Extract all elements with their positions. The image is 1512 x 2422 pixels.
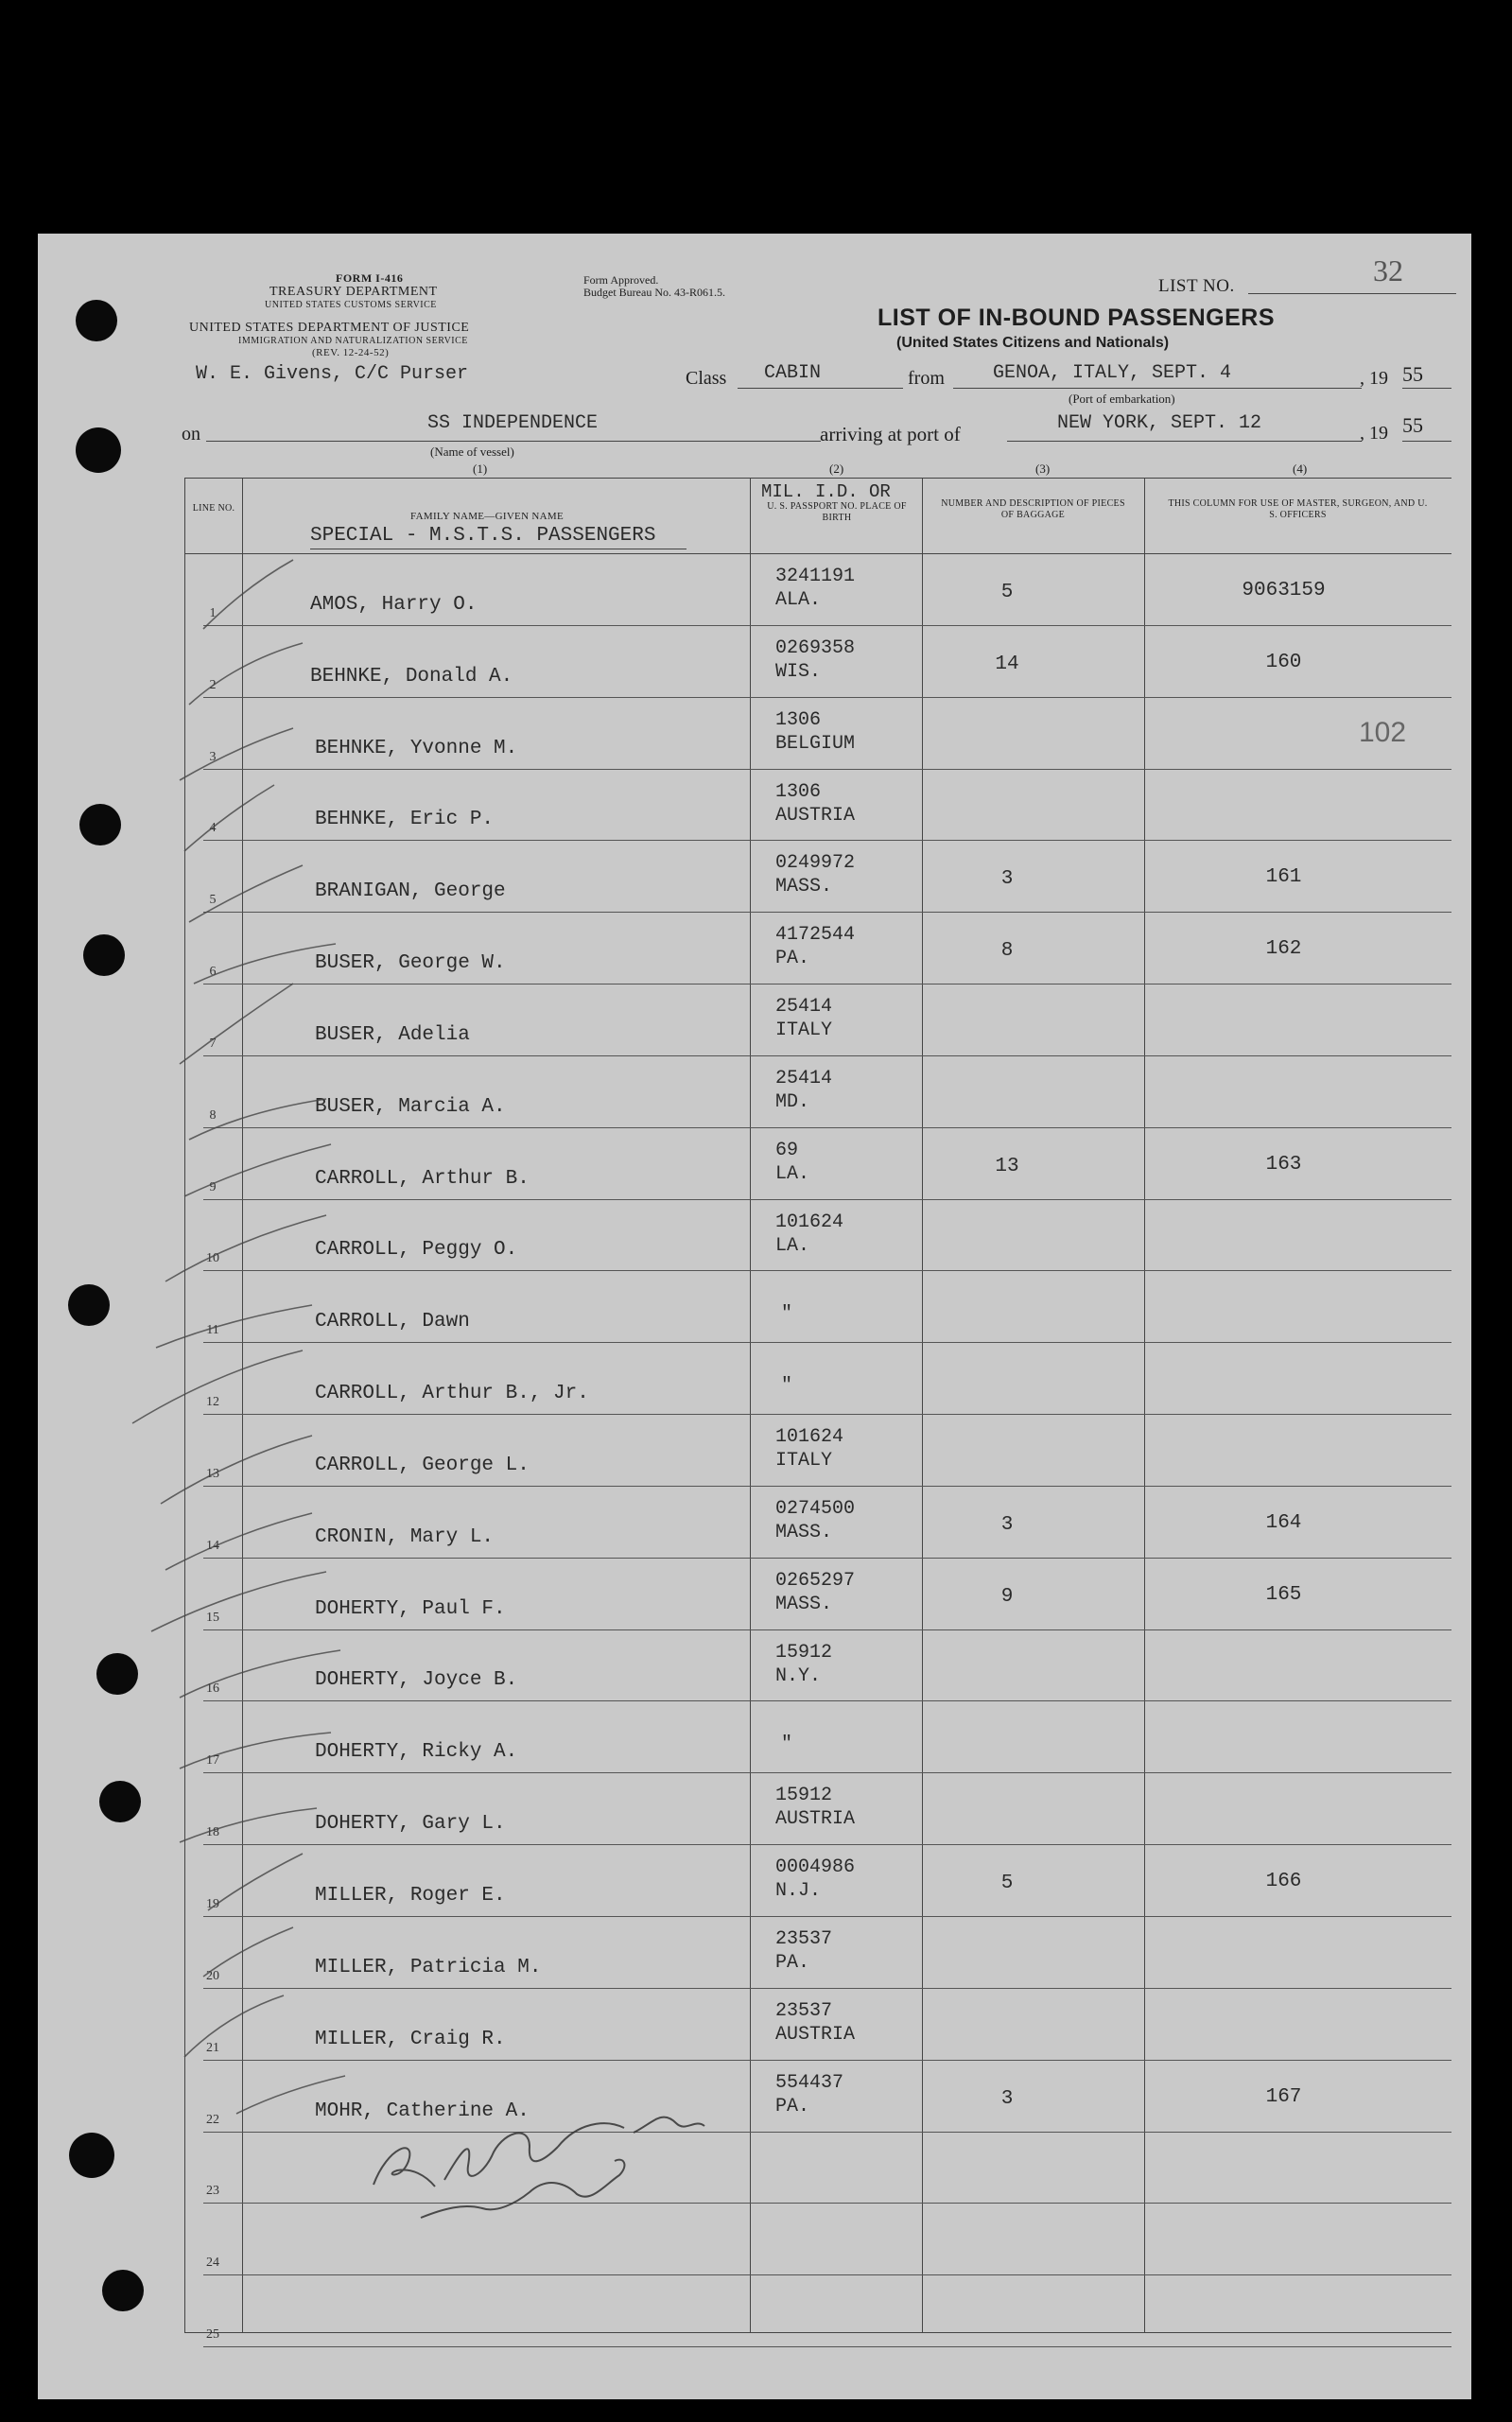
place-of-birth: N.J.	[775, 1880, 822, 1903]
line-number: 8	[209, 1107, 217, 1123]
passport-number: 0004986	[775, 1856, 856, 1879]
passport-number: 1306	[775, 780, 822, 803]
row-divider	[203, 1486, 1451, 1487]
port-embarkation-caption: (Port of embarkation)	[1069, 392, 1175, 406]
binder-hole	[79, 804, 121, 845]
column-index: (4)	[1293, 462, 1308, 476]
annotation-number: 102	[1359, 717, 1407, 748]
embarkation-port: GENOA, ITALY, SEPT. 4	[993, 362, 1232, 384]
row-divider	[203, 1772, 1451, 1773]
binder-hole	[102, 2270, 144, 2311]
line-number: 2	[209, 677, 217, 692]
row-divider	[203, 1629, 1451, 1630]
passport-number: 15912	[775, 1785, 833, 1807]
revision-date: (REV. 12-24-52)	[312, 347, 390, 358]
line-number: 20	[206, 1968, 219, 1983]
baggage-count: 3	[1000, 1513, 1014, 1536]
arriving-label: arriving at port of	[820, 423, 961, 445]
passport-column-header: U. S. PASSPORT NO. PLACE OF BIRTH	[767, 501, 907, 523]
customs-service: UNITED STATES CUSTOMS SERVICE	[265, 300, 437, 310]
passenger-name: CARROLL, George L.	[315, 1454, 530, 1476]
passenger-name: CRONIN, Mary L.	[315, 1525, 495, 1548]
department-of-justice: UNITED STATES DEPARTMENT OF JUSTICE	[189, 321, 470, 335]
line-number: 23	[206, 2184, 219, 2199]
baggage-count: 5	[1000, 1873, 1014, 1895]
line-number: 13	[206, 1466, 219, 1481]
place-of-birth: AUSTRIA	[775, 804, 856, 827]
baggage-count: 13	[995, 1155, 1019, 1177]
officer-entry: 9063159	[1242, 580, 1326, 601]
baggage-count: 3	[1000, 868, 1014, 891]
passenger-name: CARROLL, Dawn	[315, 1311, 470, 1333]
passenger-name: CARROLL, Arthur B., Jr.	[315, 1383, 589, 1405]
year-prefix: , 19	[1360, 423, 1388, 444]
list-no-label: LIST NO.	[1158, 276, 1235, 296]
year-prefix: , 19	[1360, 368, 1388, 389]
row-divider	[203, 1270, 1451, 1271]
passport-ditto: "	[781, 1375, 793, 1398]
passport-number: 3241191	[775, 566, 856, 587]
line-number: 6	[209, 965, 217, 979]
binder-hole	[96, 1653, 138, 1695]
binder-hole	[68, 1284, 110, 1326]
passport-number: 0265297	[775, 1569, 856, 1592]
page-title: LIST OF IN-BOUND PASSENGERS	[878, 305, 1276, 331]
passenger-name: MILLER, Roger E.	[315, 1885, 506, 1907]
purser-name: W. E. Givens, C/C Purser	[196, 363, 469, 385]
year-value: 55	[1402, 362, 1423, 386]
line-number: 22	[206, 2112, 219, 2127]
form-approved: Form Approved.	[583, 273, 659, 287]
budget-bureau: Budget Bureau No. 43-R061.5.	[583, 286, 725, 299]
line-number: 14	[206, 1538, 219, 1553]
manifest-page	[38, 234, 1471, 2399]
passport-number: 23537	[775, 1999, 833, 2022]
baggage-count: 8	[1000, 940, 1014, 963]
place-of-birth: PA.	[775, 1952, 810, 1974]
column-index: (1)	[473, 462, 488, 476]
place-of-birth: ITALY	[775, 1450, 833, 1472]
line-no-header: LINE NO.	[192, 503, 235, 514]
line-number: 21	[206, 2040, 219, 2055]
officer-entry: 166	[1265, 1871, 1302, 1893]
from-label: from	[908, 368, 945, 389]
place-of-birth: AUSTRIA	[775, 1808, 856, 1831]
treasury-department: TREASURY DEPARTMENT	[269, 285, 438, 299]
passport-number: 0249972	[775, 852, 856, 875]
form-number: FORM I-416	[336, 271, 404, 285]
passenger-name: BEHNKE, Donald A.	[310, 665, 513, 688]
officer-entry: 163	[1265, 1153, 1302, 1176]
place-of-birth: PA.	[775, 2095, 810, 2117]
page-subtitle: (United States Citizens and Nationals)	[896, 335, 1170, 351]
passenger-name: DOHERTY, Gary L.	[315, 1813, 506, 1836]
line-number: 1	[209, 605, 217, 620]
row-divider	[203, 1199, 1451, 1200]
row-divider	[203, 1342, 1451, 1343]
row-divider	[203, 1414, 1451, 1415]
passport-number: 4172544	[775, 924, 856, 947]
section-heading: SPECIAL - M.S.T.S. PASSENGERS	[310, 525, 656, 547]
baggage-count: 3	[1000, 2087, 1014, 2110]
line-number: 16	[206, 1681, 219, 1697]
officer-entry: 167	[1265, 2085, 1302, 2108]
line-number: 25	[206, 2327, 219, 2342]
place-of-birth: WIS.	[775, 660, 822, 683]
passenger-name: CARROLL, Peggy O.	[315, 1239, 518, 1262]
baggage-count: 5	[1000, 582, 1014, 603]
year-value: 55	[1402, 413, 1423, 437]
passport-number: 1306	[775, 708, 822, 731]
passenger-name: MILLER, Patricia M.	[315, 1956, 542, 1978]
place-of-birth: ALA.	[775, 589, 822, 611]
line-number: 3	[209, 749, 217, 764]
row-divider	[203, 840, 1451, 841]
binder-hole	[83, 934, 125, 976]
passenger-name: DOHERTY, Paul F.	[315, 1597, 506, 1620]
line-number: 11	[206, 1323, 219, 1338]
officer-entry: 165	[1265, 1583, 1302, 1606]
passenger-name: AMOS, Harry O.	[310, 593, 478, 616]
place-of-birth: MASS.	[775, 1593, 833, 1615]
passenger-name: MILLER, Craig R.	[315, 2028, 506, 2050]
class-value: CABIN	[764, 362, 822, 384]
baggage-count: 14	[995, 653, 1019, 675]
name-column-header: FAMILY NAME—GIVEN NAME	[410, 511, 564, 522]
baggage-count: 9	[1000, 1585, 1014, 1608]
line-number: 19	[206, 1897, 219, 1911]
passport-number: 23537	[775, 1928, 833, 1950]
place-of-birth: AUSTRIA	[775, 2023, 856, 2046]
passport-number: 0269358	[775, 636, 856, 659]
line-number: 7	[209, 1036, 217, 1051]
line-number: 9	[209, 1179, 217, 1194]
passport-number: 25414	[775, 996, 833, 1018]
place-of-birth: MASS.	[775, 876, 833, 898]
passport-ditto: "	[781, 1303, 793, 1326]
officers-column-header: THIS COLUMN FOR USE OF MASTER, SURGEON, AND U. S. OFFICERS	[1168, 498, 1428, 520]
row-divider	[203, 912, 1451, 913]
arrival-port: NEW YORK, SEPT. 12	[1057, 412, 1262, 434]
row-divider	[203, 1127, 1451, 1128]
list-number: 32	[1373, 253, 1403, 288]
place-of-birth: MASS.	[775, 1521, 833, 1543]
place-of-birth: N.Y.	[775, 1664, 822, 1687]
row-divider	[203, 1700, 1451, 1701]
line-number: 12	[206, 1395, 219, 1410]
column-index: (3)	[1035, 462, 1051, 476]
passport-number: 69	[775, 1139, 799, 1161]
place-of-birth: LA.	[775, 1234, 810, 1257]
row-divider	[203, 1916, 1451, 1917]
line-number: 10	[206, 1251, 219, 1266]
passenger-name: BUSER, Adelia	[315, 1023, 470, 1046]
officer-entry: 160	[1265, 651, 1302, 673]
place-of-birth: ITALY	[775, 1019, 833, 1041]
passenger-name: DOHERTY, Ricky A.	[315, 1741, 518, 1764]
passenger-name: BUSER, George W.	[315, 952, 506, 974]
row-divider	[203, 769, 1451, 770]
passenger-name: MOHR, Catherine A.	[315, 2100, 530, 2122]
line-number: 15	[206, 1610, 219, 1625]
passport-number: 0274500	[775, 1497, 856, 1520]
row-divider	[203, 2132, 1451, 2133]
binder-hole	[69, 2133, 114, 2178]
column-index: (2)	[829, 462, 844, 476]
line-number: 5	[209, 893, 217, 908]
passport-column-typed: MIL. I.D. OR	[761, 481, 891, 502]
officer-entry: 162	[1265, 938, 1302, 961]
place-of-birth: BELGIUM	[775, 732, 856, 755]
baggage-column-header: NUMBER AND DESCRIPTION OF PIECES OF BAGGAGE	[941, 498, 1125, 520]
vessel-name: SS INDEPENDENCE	[427, 412, 599, 434]
binder-hole	[99, 1781, 141, 1822]
passenger-name: CARROLL, Arthur B.	[315, 1167, 530, 1190]
row-divider	[203, 2346, 1451, 2347]
row-divider	[203, 1558, 1451, 1559]
officer-entry: 164	[1265, 1511, 1302, 1534]
place-of-birth: LA.	[775, 1162, 810, 1185]
binder-hole	[76, 427, 121, 473]
passport-number: 25414	[775, 1067, 833, 1089]
row-divider	[203, 2274, 1451, 2275]
row-divider	[203, 1988, 1451, 1989]
passenger-name: BRANIGAN, George	[315, 880, 506, 903]
place-of-birth: MD.	[775, 1090, 810, 1113]
passport-ditto: "	[781, 1734, 793, 1756]
line-number: 24	[206, 2256, 219, 2271]
passenger-name: BEHNKE, Eric P.	[315, 809, 495, 831]
passenger-name: BEHNKE, Yvonne M.	[315, 737, 518, 759]
officer-entry: 161	[1265, 866, 1302, 889]
passport-number: 101624	[775, 1211, 844, 1233]
passport-number: 554437	[775, 2071, 844, 2094]
row-divider	[203, 625, 1451, 626]
row-divider	[203, 1055, 1451, 1056]
passport-number: 15912	[775, 1641, 833, 1664]
passport-number: 101624	[775, 1426, 844, 1449]
line-number: 4	[209, 821, 217, 836]
line-number: 18	[206, 1825, 219, 1840]
row-divider	[203, 697, 1451, 698]
vessel-caption: (Name of vessel)	[430, 444, 514, 459]
naturalization-service: IMMIGRATION AND NATURALIZATION SERVICE	[238, 336, 468, 346]
place-of-birth: PA.	[775, 948, 810, 970]
on-label: on	[182, 424, 200, 444]
passenger-name: DOHERTY, Joyce B.	[315, 1669, 518, 1692]
row-divider	[203, 2060, 1451, 2061]
passenger-name: BUSER, Marcia A.	[315, 1095, 506, 1118]
binder-hole	[76, 300, 117, 341]
row-divider	[203, 2203, 1451, 2204]
line-number: 17	[206, 1753, 219, 1769]
class-label: Class	[686, 368, 727, 389]
row-divider	[203, 1844, 1451, 1845]
